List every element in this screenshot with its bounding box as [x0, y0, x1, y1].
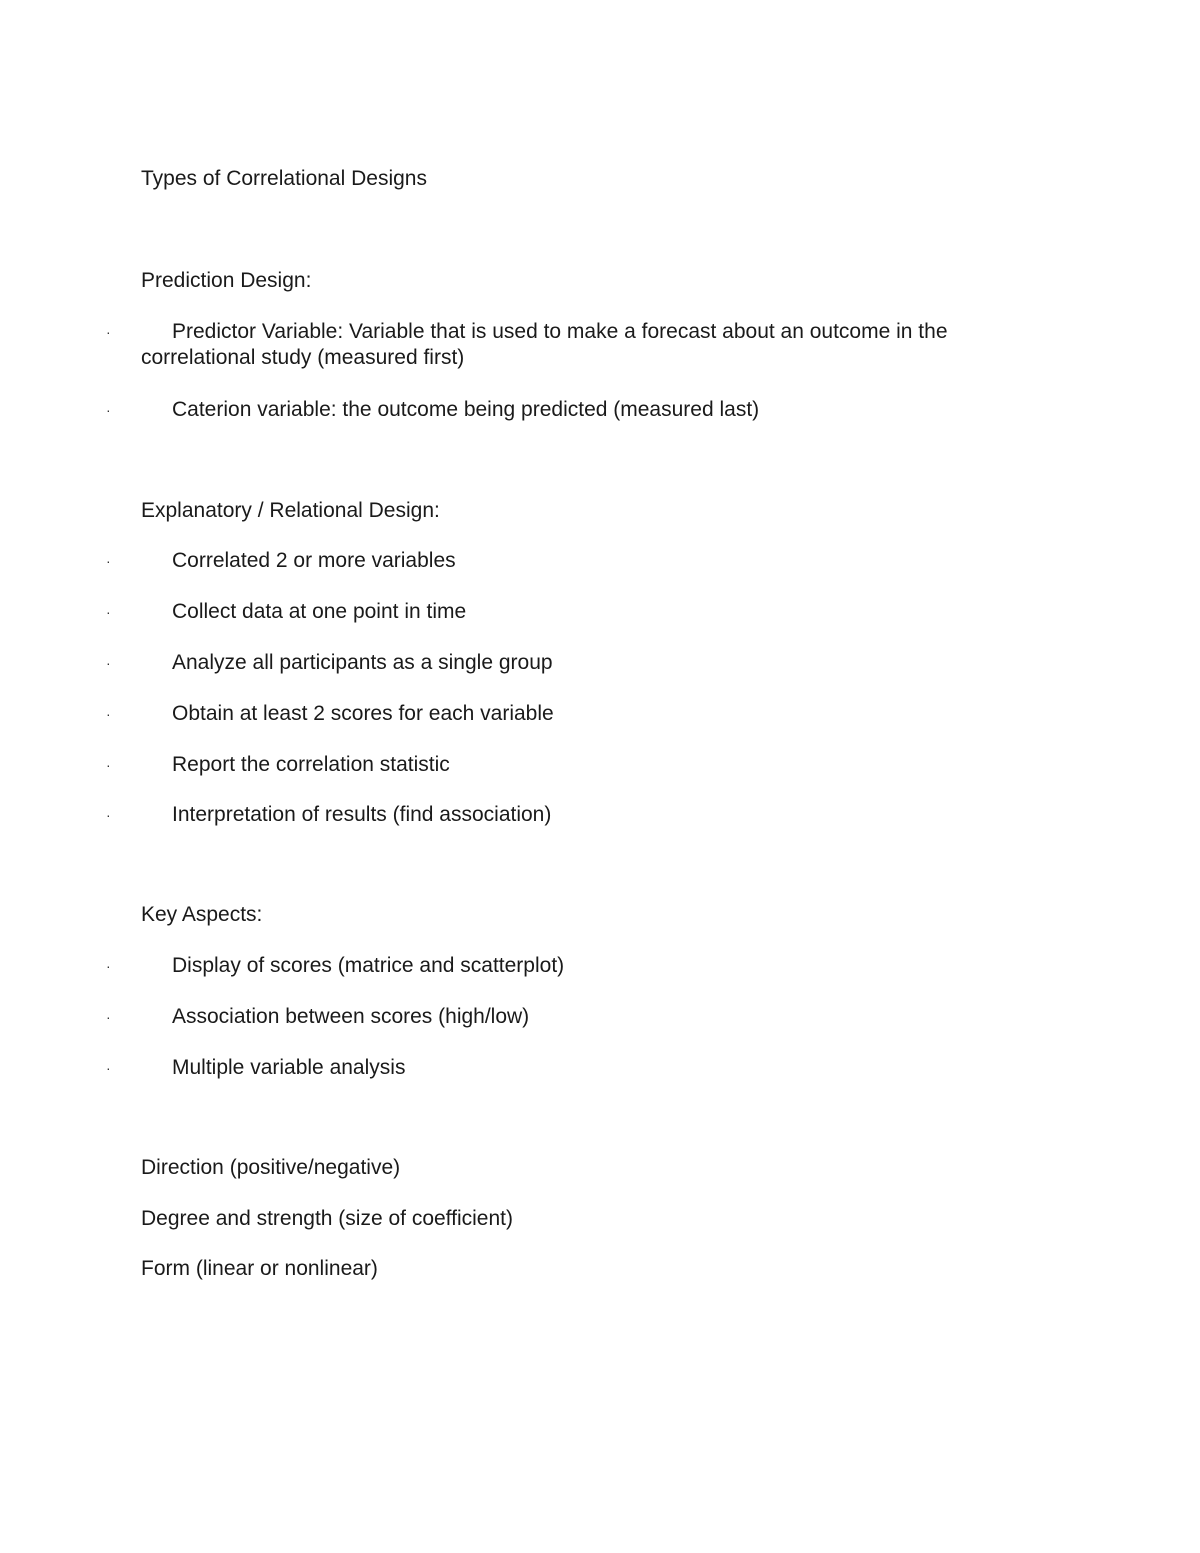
- closing-line: Form (linear or nonlinear): [141, 1257, 378, 1280]
- bullet-icon: ·: [106, 1009, 111, 1025]
- list-item-text: Association between scores (high/low): [172, 1005, 530, 1028]
- list-item-text: Report the correlation statistic: [172, 753, 450, 776]
- bullet-icon: ·: [106, 402, 111, 418]
- closing-line: Degree and strength (size of coefficient): [141, 1207, 513, 1230]
- key-aspects-heading: Key Aspects:: [141, 903, 263, 926]
- explanatory-heading: Explanatory / Relational Design:: [141, 499, 440, 522]
- list-item-text: Multiple variable analysis: [172, 1056, 406, 1079]
- prediction-heading: Prediction Design:: [141, 269, 312, 292]
- list-item-text: Caterion variable: the outcome being predicted (measured last): [172, 398, 760, 421]
- bullet-icon: ·: [106, 958, 111, 974]
- list-item-text: Collect data at one point in time: [172, 600, 467, 623]
- bullet-icon: ·: [106, 655, 111, 671]
- document-title: Types of Correlational Designs: [141, 167, 427, 190]
- bullet-icon: ·: [106, 807, 111, 823]
- closing-line: Direction (positive/negative): [141, 1156, 401, 1179]
- list-item-text: Correlated 2 or more variables: [172, 549, 456, 572]
- list-item-text: Interpretation of results (find association): [172, 803, 552, 826]
- list-item-text: Predictor Variable: Variable that is used to make a forecast about an outcome in the correlational study (measured first): [141, 320, 948, 369]
- list-item-text: Display of scores (matrice and scatterplot): [172, 954, 565, 977]
- bullet-icon: ·: [106, 324, 111, 340]
- bullet-icon: ·: [106, 1060, 111, 1076]
- list-item-text: Analyze all participants as a single group: [172, 651, 553, 674]
- bullet-icon: ·: [106, 757, 111, 773]
- bullet-icon: ·: [106, 604, 111, 620]
- bullet-icon: ·: [106, 706, 111, 722]
- list-item-text: Obtain at least 2 scores for each variable: [172, 702, 554, 725]
- bullet-icon: ·: [106, 553, 111, 569]
